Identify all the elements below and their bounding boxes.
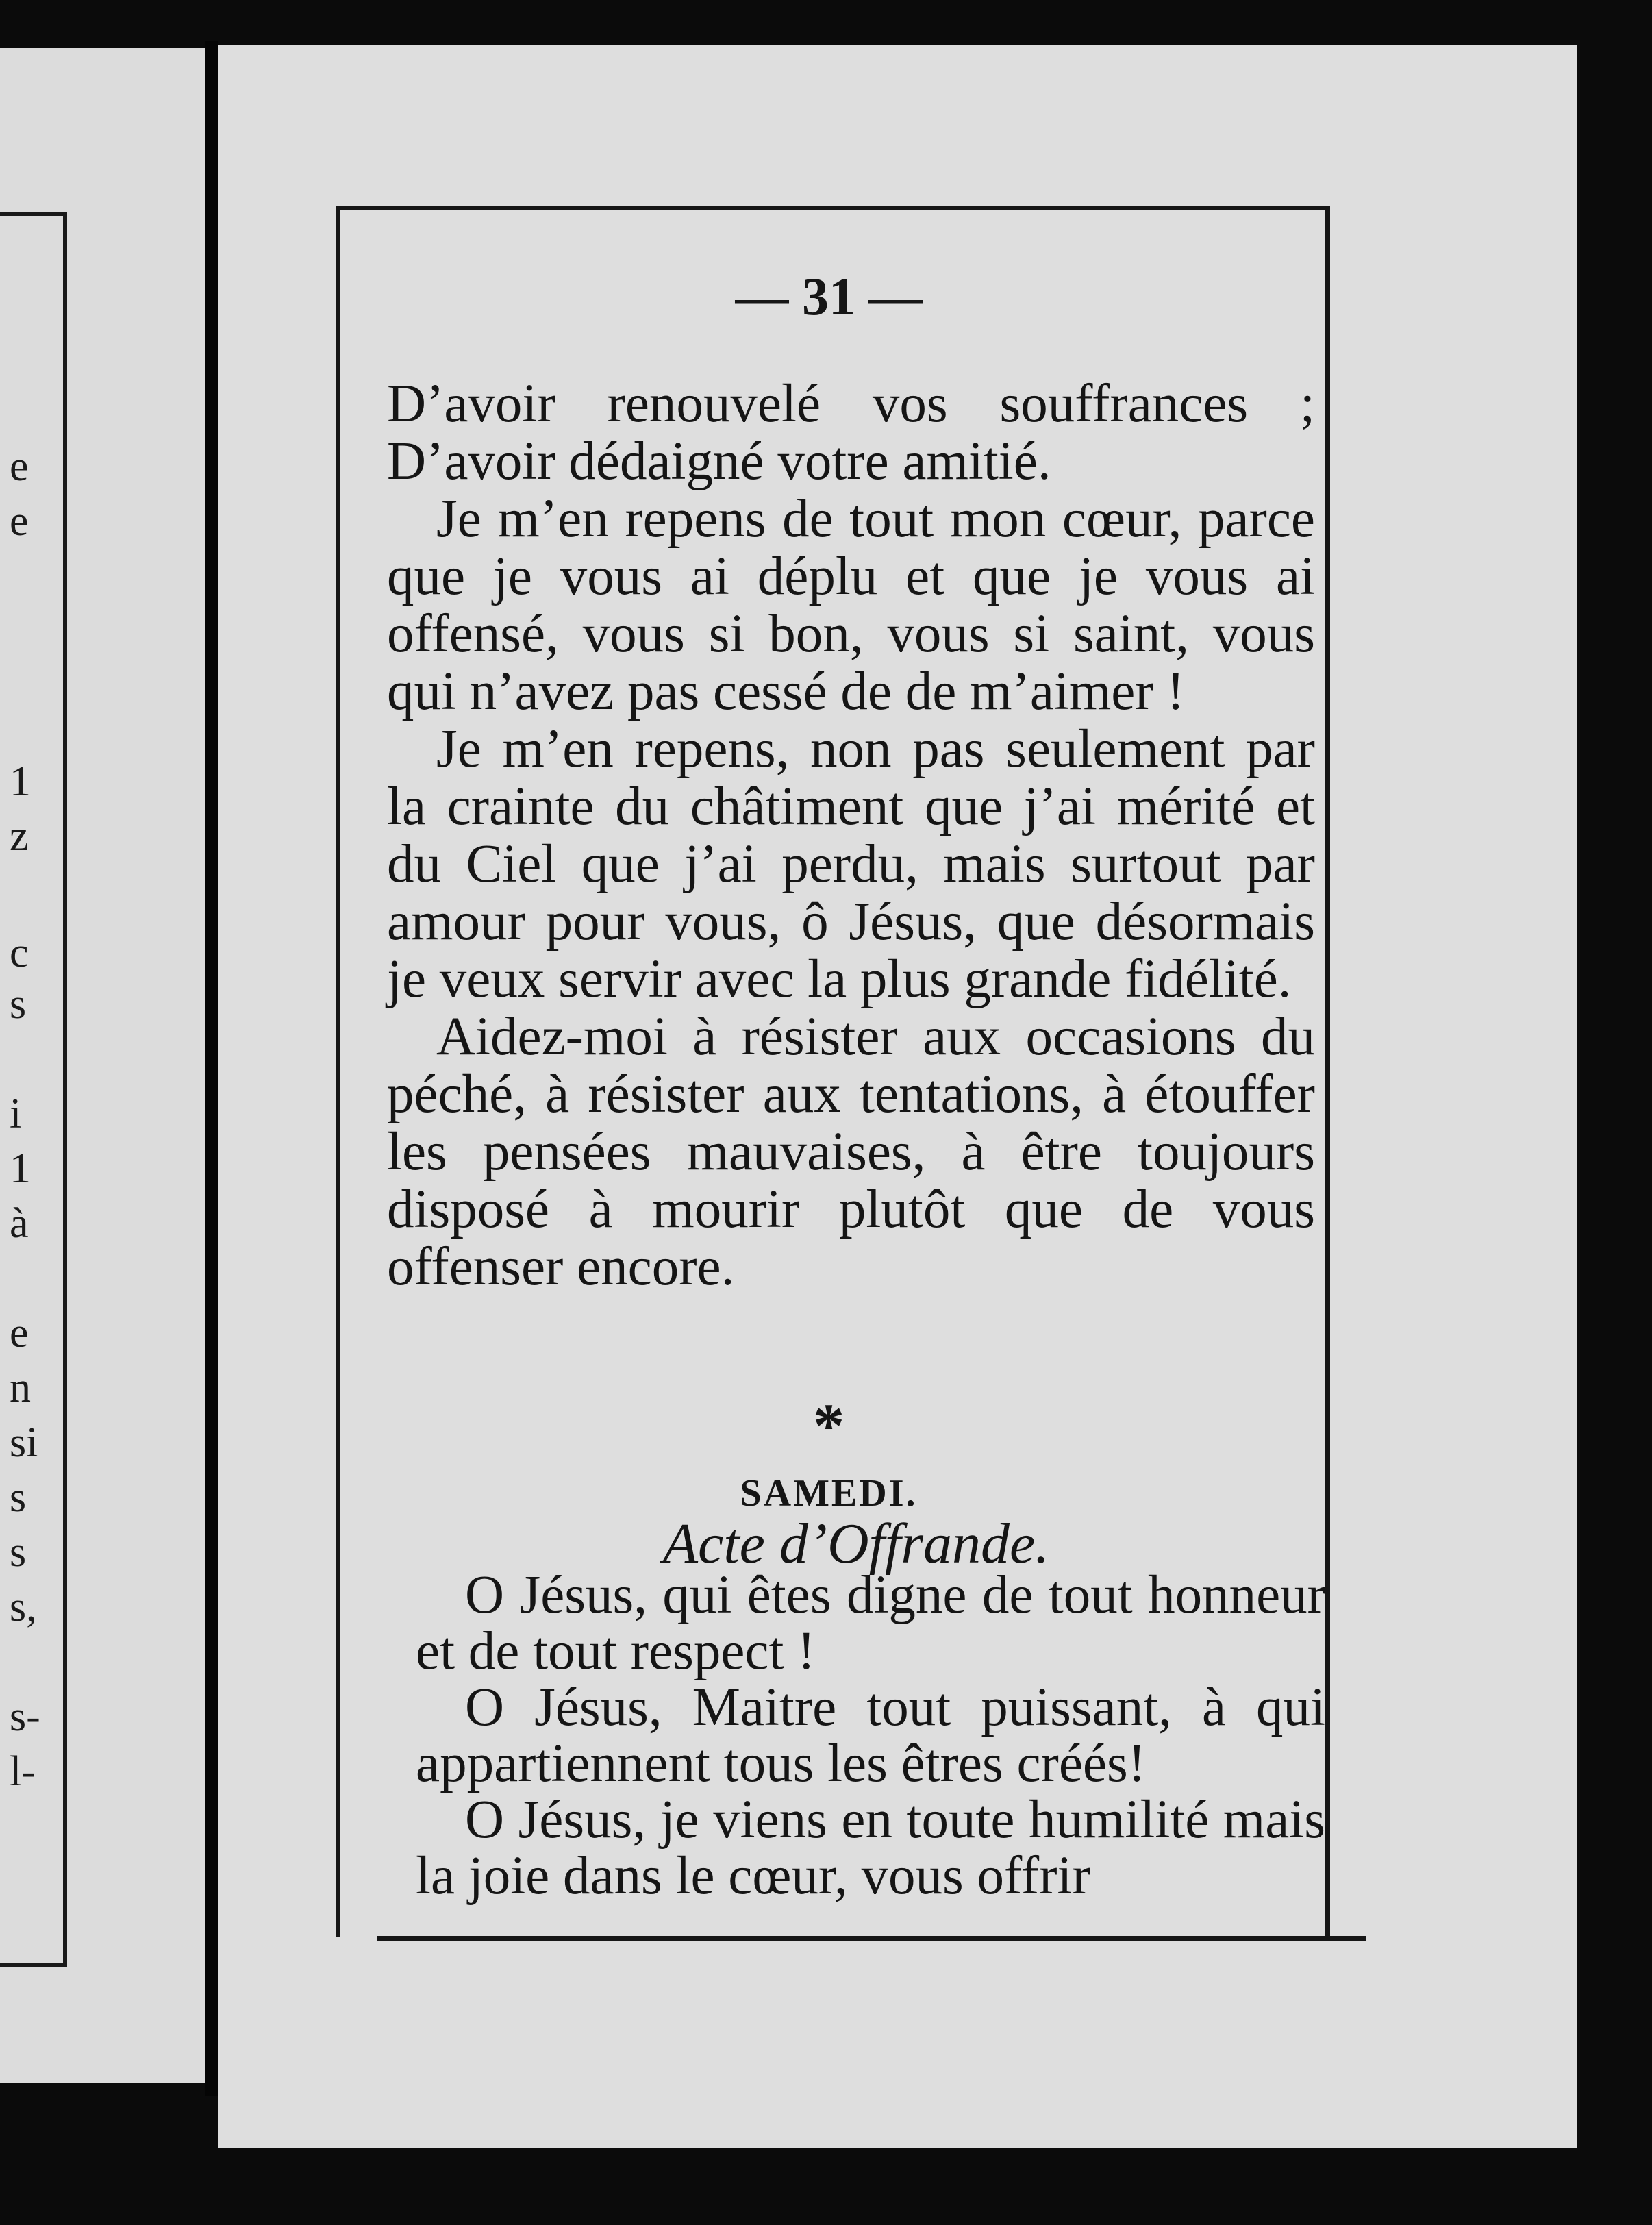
paragraph: Je m’en repens, non pas seulement par la crainte du châtiment que j’ai mérité et du Ciel que j’ai perdu, mais surtout par amour pour vous, ô Jésus, que désormais je veux servir avec la plus grande fidélité. xyxy=(387,719,1315,1009)
paragraph: D’avoir renouvelé vos souffrances ; D’avoir dédaigné votre amitié. xyxy=(387,374,1315,491)
edge-letter: s xyxy=(10,981,27,1028)
edge-letter: e xyxy=(10,443,29,490)
edge-letter: l- xyxy=(10,1748,36,1795)
paragraph: Aidez-moi à résister aux occasions du péché, à résister aux tentations, à étouffer les pensées mauvaises, à être toujours disposé à mourir plutôt que de vous offenser encore. xyxy=(387,1007,1315,1297)
edge-letter: n xyxy=(10,1365,31,1411)
paragraph: Je m’en repens de tout mon cœur, parce que je vous ai déplu et que je vous ai offensé, vous si bon, vous si saint, vous qui n’avez pas cessé de de m’aimer ! xyxy=(387,489,1315,721)
main-text xyxy=(387,375,1315,1296)
edge-letter: s- xyxy=(10,1693,40,1740)
page-number: — 31 — xyxy=(735,266,923,326)
edge-letter: e xyxy=(10,498,29,545)
edge-letter: à xyxy=(10,1200,29,1247)
paragraph: O Jésus, Maitre tout puissant, à qui appartiennent tous les êtres créés! xyxy=(416,1678,1325,1793)
paragraph: O Jésus, je viens en toute humilité mais la joie dans le cœur, vous offrir xyxy=(416,1790,1325,1906)
edge-letter: i xyxy=(10,1091,22,1137)
page-frame-bottom-rule xyxy=(377,1936,1366,1941)
edge-letter: s xyxy=(10,1474,27,1521)
edge-letter: s xyxy=(10,1529,27,1576)
book-gutter xyxy=(205,41,218,2096)
edge-letter: e xyxy=(10,1310,29,1356)
section-title: Acte d’Offrande. xyxy=(662,1512,1050,1576)
edge-letter: s, xyxy=(10,1584,37,1630)
paragraph: O Jésus, qui êtes digne de tout honneur et de tout respect ! xyxy=(416,1565,1325,1681)
facing-page-edge-text xyxy=(10,212,51,1959)
edge-letter: 1 xyxy=(10,758,31,805)
asterisk-ornament: * xyxy=(813,1391,844,1460)
offering-text xyxy=(416,1567,1325,1904)
edge-letter: 1 xyxy=(10,1145,31,1192)
edge-letter: z xyxy=(10,813,29,860)
facing-page xyxy=(0,48,205,2083)
edge-letter: c xyxy=(10,930,29,976)
edge-letter: si xyxy=(10,1419,38,1466)
day-heading: SAMEDI. xyxy=(740,1472,918,1515)
